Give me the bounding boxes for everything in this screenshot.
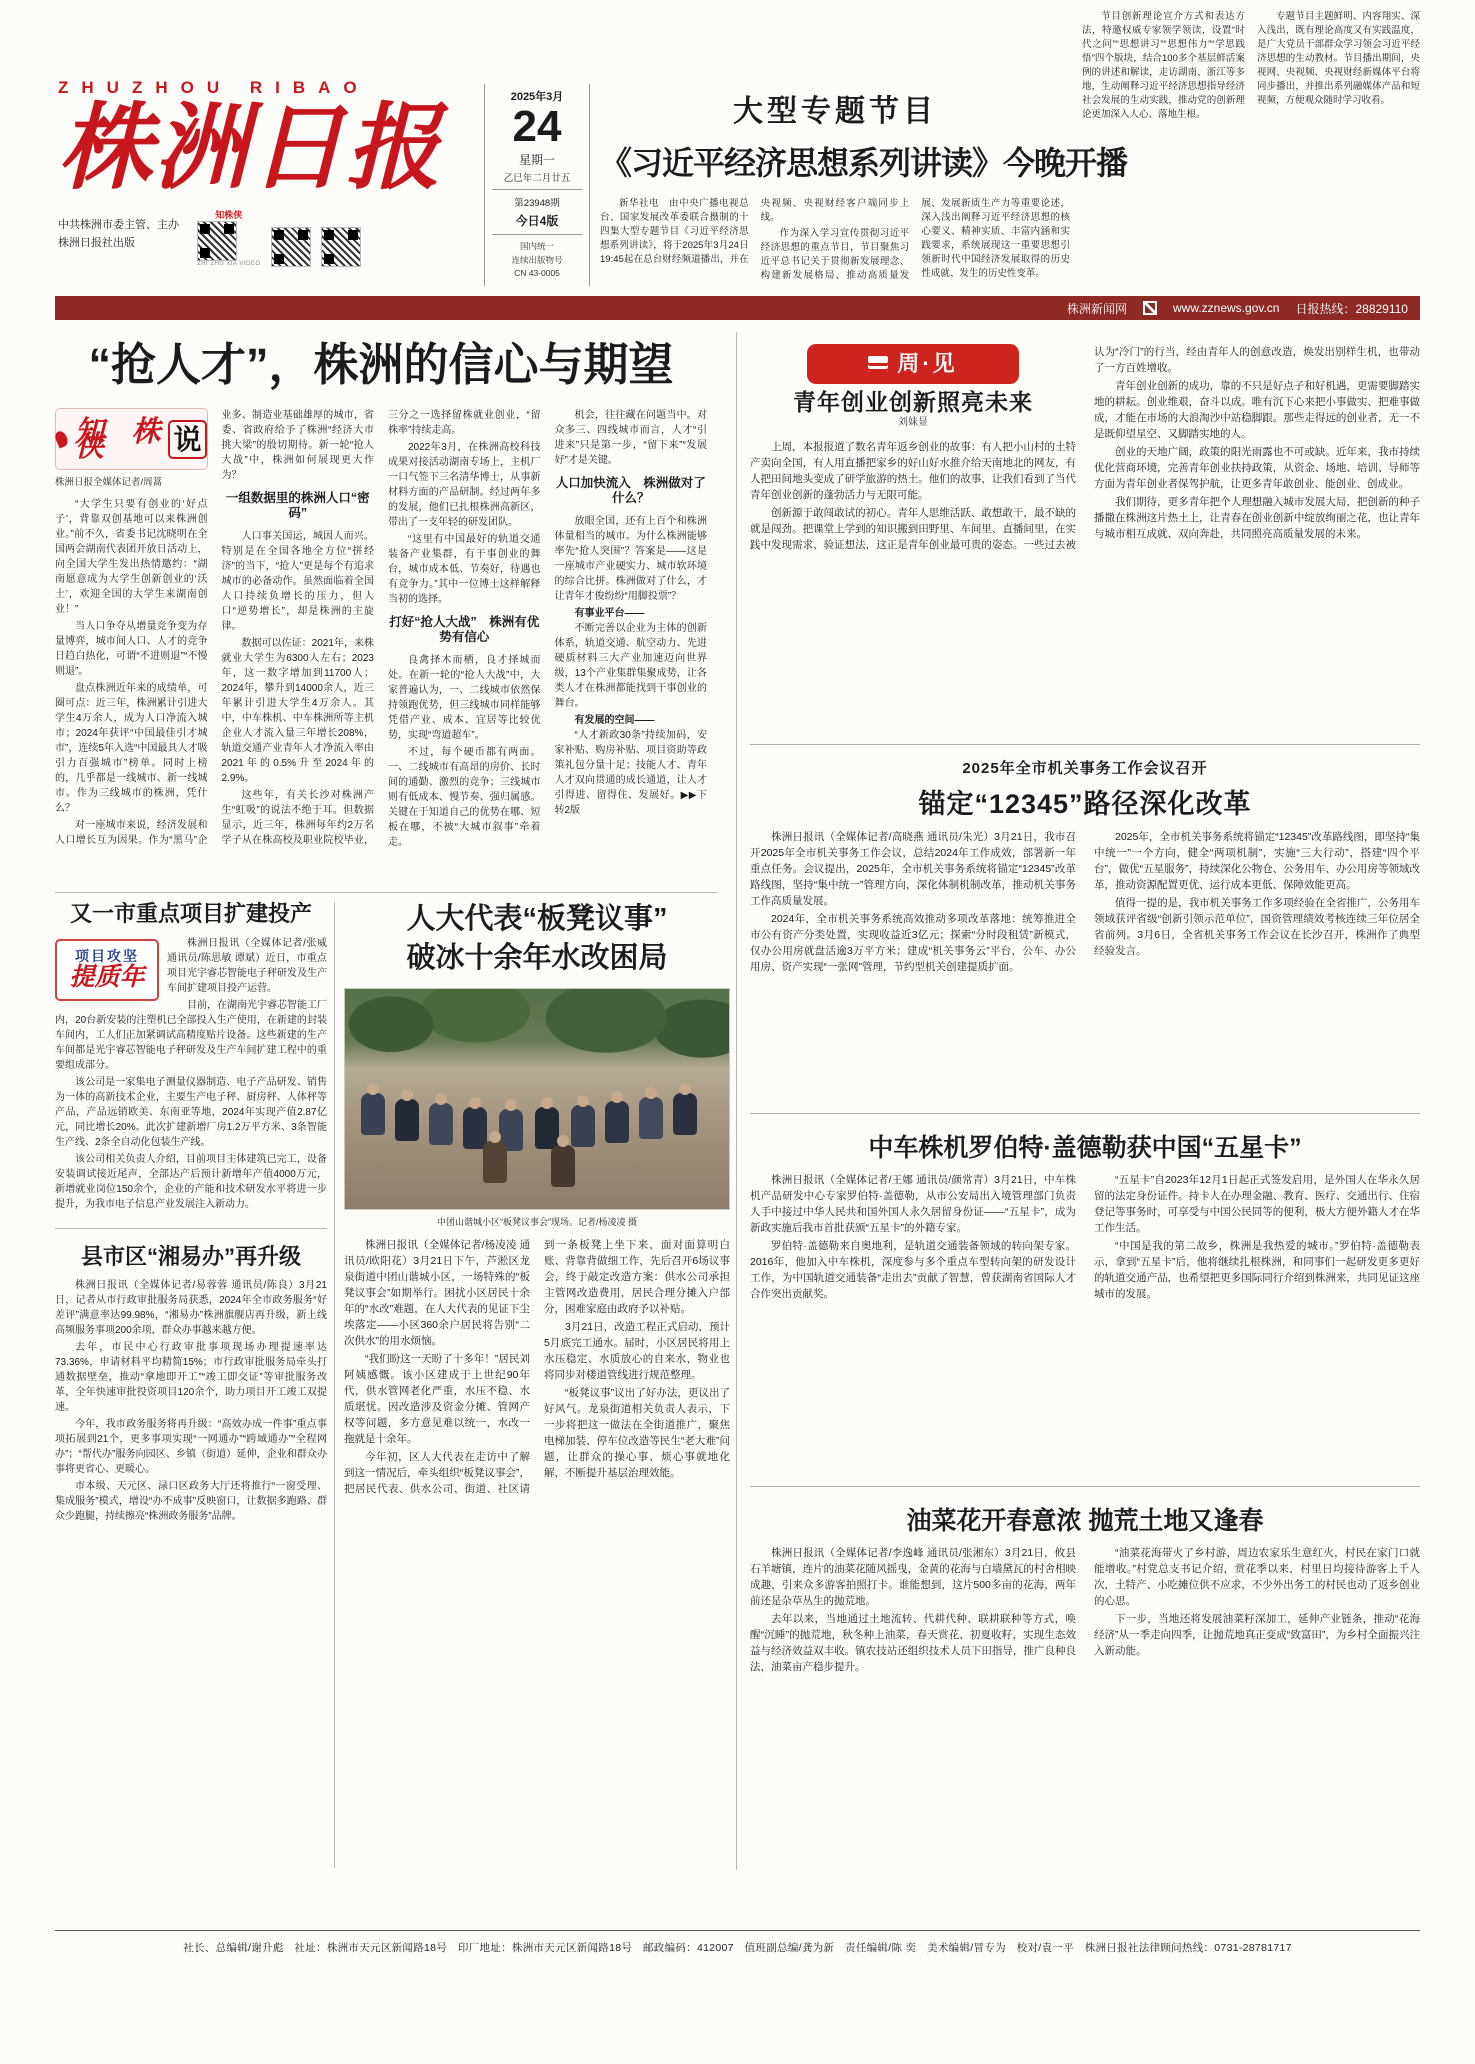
section-weekly-view (750, 330, 1420, 744)
paragraph: 有发展的空间—— (574, 715, 655, 726)
bench-headline (344, 900, 730, 978)
five-star-card-headline: 中车株机罗伯特·盖德勒获中国“五星卡” (868, 1134, 1302, 1162)
date-box (484, 84, 590, 286)
paragraph: 节目创新理论宣介方式和表达方法，特邀权威专家领学领读，设置“时代之问”“思想讲习”“思想伟力”“学思践悟”四个版块，结合100多个基层鲜活案例的讲述和解读，走访湖南、浙江等多地，生动阐释习近平经济思想指导经济社会发展的生动实践，推动党的创新理论更加深入人心、落地生根。 (1082, 11, 1245, 120)
photo-person (535, 1107, 559, 1149)
meeting-headline: 锚定“12345”路径深化改革 (918, 789, 1252, 819)
brand-text: 周·见 (897, 351, 958, 376)
qr-item (271, 227, 311, 267)
paragraph: 不断完善以企业为主体的创新体系，轨道交通、航空动力、先进硬质材料三大产业加速迈向世界级，13个产业集群集聚成势，让各类人才在株洲都能找到干事创业的舞台。 (554, 623, 707, 709)
photo-person (551, 1145, 575, 1187)
qr-code-icon (197, 221, 237, 261)
qr-code-icon (271, 227, 311, 267)
weekly-view-headline: 青年创业创新照亮未来 (793, 389, 1033, 415)
qr-sublabel: ZHI ZHU XIA VIDEO (197, 260, 261, 267)
photo-person (571, 1105, 595, 1147)
paragraph: 盘点株洲近年来的成绩单，可圈可点：近三年，株洲累计引进大学生4万余人，成为人口净流入城市；2024年获评“中国最佳引才城市”，连续5年入选“中国最具人才吸引力百强城市”榜单。同时上榜的，几乎都是一线城市、新一线城市。作为三线城市的株洲，凭什么？ (55, 683, 208, 814)
publisher-line-2: 株洲日报社出版 (58, 237, 135, 250)
paragraph: 该公司是一家集电子测量仪器制造、电子产品研发、销售为一体的高新技术企业，主要生产电子秤、厨房秤、人体秤等产品，产品远销欧美、东南亚等地，2024年实现产值2.87亿元，同比增长20%。此次扩建新增厂房1.2万平方米、3条智能生产线、2条全自动化包装生产线。 (55, 1076, 327, 1148)
paragraph: 这些年，有关长沙对株洲产生“虹吸”的说法不绝于耳。但数据显示，近三年，株洲每年约2万名学子从在株高校及职业院校毕业，三分之一选择留株就业创业，“留株率”持续走高。 (221, 410, 541, 846)
top-story-body-right (1082, 10, 1420, 288)
date-lunar: 乙巳年二月廿五 (503, 173, 571, 185)
main-story-headline: “抢人才”，株洲的信心与期望 (88, 339, 674, 390)
paragraph: 3月21日，改造工程正式启动，预计5月底完工通水。届时，小区居民将用上水压稳定、水质放心的自来水，物业也将同步对楼道管线进行规范整理。 (544, 1321, 730, 1382)
project-campaign-stamp (55, 939, 159, 1001)
site-qr-icon (1143, 301, 1157, 315)
paragraph: 2024年，全市机关事务系统高效推动多项改革落地：统筹推进全市公有资产分类处置，实现收益近3亿元；探索“分时段租赁”新模式，仅办公用房就盘活逾3万平方米；建成“机关事务云”平台，公车、办公用房、资产实现“一张网”管理，节约型机关创建提质扩面。 (750, 913, 1076, 973)
news-photo-bench-meeting (344, 988, 730, 1210)
paragraph: “这里有中国最好的轨道交通装备产业集群，有干事创业的舞台，城市成本低、节奏好，待遇也有竞争力。”其中一位博士这样解释当初的选择。 (388, 534, 541, 605)
photo-person (361, 1093, 385, 1135)
paragraph: 今年初，区人大代表在走访中了解到这一情况后，牵头组织“板凳议事会”，把居民代表、供水公司、街道、社区请到一条板凳上坐下来，面对面算明白账、背靠背做细工作，先后召开6场议事会，终于敲定改造方案：供水公司承担主管网改造费用，居民合理分摊入户部分，困难家庭由政府予以补贴。 (344, 1239, 730, 1496)
paragraph: “大学生只要有创业的‘好点子’，背靠双创基地可以来株洲创业。”前不久，省委书记沈晓明在全国两会湖南代表团开放日活动上，向全国大学生发出热情邀约：“湖南愿意成为大学生创新创业的‘沃土’，欢迎全国的大学生来湖南创业！” (55, 499, 208, 615)
photo-person (429, 1103, 453, 1145)
paragraph: 值得一提的是，我市机关事务工作多项经验在全省推广，公务用车领域获评省级“创新引领示范单位”，国资管理绩效考核连续三年位居全省前列。3月6日，全省机关事务工作会议在长沙召开，株洲作了典型经验发言。 (1094, 897, 1420, 957)
paragraph: “油菜花海带火了乡村游，周边农家乐生意红火，村民在家门口就能增收。”村党总支书记介绍，赏花季以来，村里日均接待游客上千人次，土特产、小吃摊位供不应求，不少外出务工的村民也动了返乡创业的心思。 (1094, 1547, 1420, 1607)
top-story-kicker: 大型专题节目 (733, 95, 937, 128)
right-column (750, 330, 1420, 1875)
byline: 株洲日报全媒体记者/周蒿 (55, 477, 163, 488)
qr-label: 知株侠 (215, 209, 243, 220)
sub-headline: 打好“抢人大战” 株洲有优势有信心 (389, 615, 540, 644)
paragraph: 今年，我市政务服务将再升级：“高效办成一件事”重点事项拓展到21个，更多事项实现“一网通办”“跨域通办”“全程网办”；“帮代办”服务向园区、乡镇（街道）延伸，企业和群众办事将更省心、更暖心。 (55, 1419, 327, 1475)
weekly-view-byline: 刘妹显 (898, 417, 928, 428)
paragraph: 新华社电 由中央广播电视总台、国家发展改革委联合摄制的十四集大型专题节目《习近平经济思想系列讲读》，将于2025年3月24日19:45起在总台财经频道播出，并在央视频、央视财经客户端同步上线。 (600, 198, 910, 265)
photo-person (605, 1101, 629, 1143)
paragraph: 下一步，当地还将发展油菜籽深加工，延伸产业链条，推动“花海经济”从一季走向四季，让抛荒地真正变成“致富田”，为乡村全面振兴注入新动能。 (1094, 1613, 1420, 1657)
paragraph: 2022年3月，在株洲高校科技成果对接活动湖南专场上，主机厂一口气签下三名清华博士，从事新材料方面的产品研制。经过两年多的发展，他们已扎根株洲高新区，带出了一支年轻的研发团队。 (388, 442, 541, 528)
main-story-body (55, 408, 707, 906)
news-site-url: www.zznews.gov.cn (1173, 301, 1280, 315)
bench-headline-line2: 破冰十余年水改困局 (406, 942, 668, 975)
paragraph: 上周，本报报道了数名青年返乡创业的故事：有人把小山村的土特产卖向全国，有人用直播把家乡的好山好水推介给天南地北的网友，有人把田间地头变成了研学旅游的热土。他们的故事，让我们看到了当代青年创业创新的蓬勃活力与无限可能。 (750, 441, 1076, 501)
date-day: 24 (512, 102, 562, 151)
imprint-footer: 社长、总编辑/谢升彪 社址：株洲市天元区新闻路18号 印厂地址：株洲市天元区新闻路18号 邮政编码：412007 值班副总编/龚为新 责任编辑/陈 奕 美术编辑/冒专为 校对/袁一平 株洲日报社法律顾问热线：0731-28781717 (55, 1930, 1420, 1955)
paragraph: 株洲日报讯（全媒体记者/高晓燕 通讯员/朱光）3月21日，我市召开2025年全市机关事务工作会议，总结2024年工作成效，部署新一年重点任务。会议提出，2025年，全市机关事务系统将锚定“12345”改革路线图，坚持“集中统一”管理方向，深化体制机制改革，推动机关事务工作高质量发展。 (750, 831, 1076, 907)
paragraph: “我们盼这一天盼了十多年！”居民刘阿姨感慨。该小区建成于上世纪90年代，供水管网老化严重，水压不稳、水质堪忧。因改造涉及资金分摊、管网产权等问题，多方意见难以统一，水改一拖就是十余年。 (344, 1353, 530, 1446)
top-story-body (600, 197, 1070, 299)
paragraph: 不过，每个硬币都有两面。一、二线城市有高昂的房价、长时间的通勤、激烈的竞争；三线城市则有低成本、慢节奏、强归属感。关键在于知道自己的优势在哪、短板在哪，不被“大城市叙事”牵着走。 (388, 747, 541, 848)
vertical-rule (334, 902, 335, 1868)
paragraph: 2025年，全市机关事务系统将锚定“12345”改革路线图，即坚持“集中统一”一个方向，健全“两项机制”，实施“三大行动”，搭建“四个平台”，做优“五星服务”，持续深化公物仓、公务用车、办公用房等领域改革，推动资源配置更优、运行成本更低、保障效能更高。 (1094, 831, 1420, 891)
paragraph: 创业的天地广阔，政策的阳光雨露也不可或缺。近年来，我市持续优化营商环境，完善青年创业扶持政策，从资金、场地、培训、导师等方面为青年创业者保驾护航，让更多青年敢创业、能创业、创成业。 (1094, 446, 1420, 490)
paragraph: 株洲日报讯（全媒体记者/易蓉蓉 通讯员/陈良）3月21日，记者从市行政审批服务局获悉，2024年全市政务服务“好差评”满意率达99.98%，“湘易办”株洲旗舰店再升级，新上线高频服务事项200余项，群众办事越来越方便。 (55, 1280, 327, 1336)
paragraph: 株洲日报讯（全媒体记者/王娜 通讯员/颜常青）3月21日，中车株机产品研发中心专家罗伯特·盖德勒，从市公安局出入境管理部门负责人手中接过中华人民共和国外国人永久居留身份证——“五星卡”，成为新政实施后我市首批获颁“五星卡”的外籍专家。 (750, 1174, 1076, 1234)
paragraph: “五星卡”自2023年12月1日起正式签发启用，是外国人在华永久居留的法定身份证件。持卡人在办理金融、教育、医疗、交通出行、住宿登记等事务时，可享受与中国公民同等的便利，极大方便外籍人才在华工作生活。 (1094, 1174, 1420, 1234)
paragraph: 青年创业创新的成功，靠的不只是好点子和好机遇，更需要脚踏实地的耕耘。创业维艰，奋斗以成。唯有沉下心来把小事做实、把难事做成，才能在市场的大浪淘沙中站稳脚跟。那些走得远的创业者，无一不是既仰望星空、又脚踏实地的人。 (1094, 380, 1420, 440)
section-xiangyiban-upgrade (55, 1228, 327, 1525)
weekly-view-brand (807, 344, 1019, 384)
stamp-text-top: 项目攻坚 (75, 947, 139, 964)
publication-number: CN 43-0005 (514, 268, 560, 279)
publisher-line-1: 中共株洲市委主管、主办 (58, 218, 179, 231)
paragraph: 市本级、天元区、渌口区政务大厅还将推行“一窗受理、集成服务”模式，增设“办不成事”反映窗口，让数据多跑路、群众少跑腿，持续擦亮“株洲政务服务”品牌。 (55, 1481, 327, 1522)
qr-item (197, 208, 261, 267)
sub-headline: 一组数据里的株洲人口“密码” (225, 491, 370, 520)
meeting-kicker: 2025年全市机关事务工作会议召开 (962, 760, 1208, 777)
photo-person (673, 1093, 697, 1135)
paragraph: 机会，往往藏在问题当中。对众多三、四线城市而言，人才“引进来”只是第一步，“留下来”“发展好”才是关键。 (554, 410, 707, 466)
masthead-info-bar (55, 296, 1420, 320)
bench-body (344, 1237, 730, 1849)
xiangyiban-headline: 县市区“湘易办”再升级 (80, 1243, 301, 1269)
section-affairs-meeting (750, 744, 1420, 1113)
hotline: 日报热线：28829110 (1295, 301, 1408, 316)
paragraph: 作为深入学习宣传贯彻习近平经济思想的重点节目，节目聚焦习近平总书记关于贯彻新发展理念、构建新发展格局、推动高质量发展、发展新质生产力等重要论述，深入浅出阐释习近平经济思想的核心要义、精神实质、丰富内涵和实践要求，系统展现这一重要思想引领新时代中国经济发展取得的历史性成就、发生的历史性变革。 (760, 198, 1070, 281)
paragraph: 该公司相关负责人介绍，目前项目主体建筑已完工，设备安装调试接近尾声，全部达产后预计新增年产值4000万元，新增就业岗位150余个，企业的产能和技术研发水平将进一步提升，为我市电子信息产业发展注入新动力。 (55, 1153, 327, 1210)
top-story-headline: 《习近平经济思想系列讲读》今晚开播 (600, 145, 1128, 181)
paragraph: 目前，在湖南光宇睿芯智能工厂内，20台新安装的注塑机已全部投入生产使用，在新建的封装车间内，工人们正加紧调试高精度贴片设备。这些新建的生产车间都是光宇睿芯智能电子秤研发及生产车间扩建工程中的重要组成部分。 (55, 999, 327, 1071)
paragraph: 专题节目主题鲜明、内容翔实、深入浅出，既有理论高度又有实践温度，是广大党员干部群众学习领会习近平经济思想的生动教材。节目播出期间，央视网、央视频、央视财经新媒体平台将同步播出，并推出系列融媒体产品和短视频，方便观众随时学习收看。 (1257, 11, 1420, 106)
masthead (58, 78, 478, 267)
column-logo-suffix: 说 (168, 420, 206, 459)
qr-item (321, 227, 361, 267)
masthead-subrow (58, 208, 478, 267)
top-story (600, 86, 1128, 299)
paragraph: 对一座城市来说，经济发展和人口增长互为因果。作为“黑马”企业多、制造业基础雄厚的城市，省委、省政府给予了株洲“经济大市挑大梁”的殷切期待。新一轮“抢人大战”中，株洲如何展现更大作为？ (55, 410, 374, 846)
weekly-view-body (750, 344, 1420, 732)
meeting-body (750, 829, 1420, 1101)
section-project-expansion (55, 900, 327, 1212)
date-year-month: 2025年3月 (510, 91, 564, 103)
paragraph: 去年以来，当地通过土地流转、代耕代种、联耕联种等方式，唤醒“沉睡”的抛荒地，秋冬种上油菜，春天赏花、初夏收籽，实现生态效益与经济效益双丰收。镇农技站还组织技术人员下田指导，推广良种良法，油菜亩产稳步提升。 (750, 1613, 1076, 1673)
sub-headline: 人口加快流入 株洲做对了什么？ (555, 476, 706, 505)
paragraph: 我们期待，更多青年把个人理想融入城市发展大局，把创新的种子播撒在株洲这片热土上，让青春在创业创新中绽放绚丽之花，也让青年与城市相互成就、双向奔赴，共同照亮高质量发展的未来。 (1094, 496, 1420, 540)
paragraph: 株洲日报讯（全媒体记者/杨凌凌 通讯员/欧阳花）3月21日下午，芦淞区龙泉街道中团山谐城小区，一场特殊的“板凳议事会”如期举行。困扰小区居民十余年的“水改”难题，在人大代表的见证下尘埃落定——小区360余户居民将告别“二次供水”的用水烦恼。 (344, 1239, 530, 1348)
project-headline: 又一市重点项目扩建投产 (69, 901, 312, 926)
news-site-name: 株洲新闻网 (1066, 301, 1127, 316)
five-star-card-body (750, 1172, 1420, 1474)
stamp-text-bottom: 提质年 (69, 961, 145, 991)
publication-number-label-2: 连续出版物号 (511, 255, 563, 266)
notebook-icon (868, 356, 888, 372)
paragraph: 去年，市民中心行政审批事项现场办理提速率达73.36%，申请材料平均精简15%；市行政审批服务局牵头打通数据壁垒，推动“拿地即开工”“竣工即交证”等审批服务改革，全年快速审批投资项目120余个，助力项目开工竣工双提速。 (55, 1342, 327, 1413)
photo-caption: 中团山谐城小区“板凳议事会”现场。记者/杨凌凌 摄 (437, 1217, 637, 1228)
masthead-english-title: ZHUZHOU RIBAO (58, 78, 370, 97)
paragraph: 放眼全国，还有上百个和株洲体量相当的城市。为什么株洲能够率先“抢人突围”？答案是——这是一座城市产业硬实力、城市软环境的综合比拼。株洲做对了什么，才让青年才俊纷纷“用脚投票”？ (554, 516, 707, 602)
paragraph: 良禽择木而栖，良才择城而处。在新一轮的“抢人大战”中，大家普遍认为，一、二线城市依然保持领跑优势，但三线城市同样能够凭借产业、成本、宜居等比较优势，实现“弯道超车”。 (388, 655, 541, 741)
paragraph: 株洲日报讯（全媒体记者/张威 通讯员/陈思敏 谭斌）近日，市重点项目光宇睿芯智能电子秤研发及生产车间扩建项目投产运营。 (167, 937, 327, 994)
xiangyiban-body (55, 1278, 327, 1524)
paragraph: 数据可以佐证：2021年，来株就业大学生为6300人左右；2023年，这一数字增加到11700人；2024年，攀升到14000余人，近三年累计引进大学生4万余人。其中，中车株机、中车株洲所等主机企业人才流入量三年增长208%，轨道交通产业青年人才净流入率由2021年的0.5%升至2024年的2.9%。 (221, 638, 374, 784)
paragraph: 人口事关国运，城因人而兴。特别是在全国各地全方位“拼经济”的当下，“抢人”更是每个有追求城市的必备动作。虽然面临着全国人口持续负增长的压力，但人口“逆势增长”，却是株洲的主旋律。 (221, 531, 374, 632)
date-weekday: 星期一 (518, 153, 555, 168)
section-five-star-card (750, 1113, 1420, 1486)
vertical-rule (736, 332, 737, 1870)
divider (492, 234, 582, 235)
rapeseed-body (750, 1545, 1420, 1863)
photo-person (395, 1099, 419, 1141)
rapeseed-headline: 油菜花开春意浓 抛荒土地又逢春 (906, 1507, 1264, 1535)
bench-headline-line1: 人大代表“板凳议事” (406, 903, 668, 935)
newspaper-title: 株洲日报 (58, 93, 443, 203)
paragraph: “人才新政30条”持续加码，安家补贴、购房补贴、项目资助等政策礼包分量十足；技能人才、青年人才双向贯通的成长通道，让人才引得进、留得住、发展好。▶▶下转2版 (554, 730, 707, 816)
paragraph: 当人口争夺从增量竞争变为存量博弈，城市间人口、人才的竞争日趋白热化，可谓“不进则退”“不慢则退”。 (55, 621, 208, 677)
qr-code-group (197, 208, 361, 267)
zhizhuxia-column-logo (55, 408, 208, 470)
flame-icon (55, 429, 70, 448)
paragraph: “板凳议事”议出了好办法，更议出了好风气。龙泉街道相关负责人表示，下一步将把这一做法在全街道推广，聚焦电梯加装、停车位改造等民生“老大难”问题，让群众的操心事、烦心事就地化解，不断提升基层治理效能。 (544, 1387, 730, 1480)
pages-today: 今日4版 (515, 214, 559, 229)
paragraph: 株洲日报讯（全媒体记者/李逸峰 通讯员/张湘东）3月21日，攸县石羊塘镇，连片的油菜花随风摇曳，金黄的花海与白墙黛瓦的村舍相映成趣，引来众多游客拍照打卡。谁能想到，这片500多亩的花海，两年前还是杂草丛生的抛荒地。 (750, 1547, 1076, 1607)
main-story (55, 328, 707, 906)
horizontal-rule (55, 892, 717, 893)
issue-number: 第23948期 (514, 198, 560, 210)
photo-person (639, 1097, 663, 1139)
paragraph: 有事业平台—— (574, 608, 645, 619)
bottom-left-column (55, 900, 327, 1526)
paragraph: 创新源于敢闯敢试的初心。青年人思维活跃、敢想敢干，最不缺的就是闯劲。把课堂上学到的知识搬到田野里、车间里、直播间里，在实践中发现需求、验证想法，这正是青年创业最可贵的姿态。一些过去被认为“冷门”的行当，经由青年人的创意改造，焕发出别样生机，也带动了一方百姓增收。 (750, 346, 1420, 551)
section-bench-meeting (344, 900, 730, 1849)
photo-person (483, 1141, 507, 1183)
photo-person (463, 1107, 487, 1149)
qr-code-icon (321, 227, 361, 267)
paragraph: “中国是我的第二故乡，株洲是我热爱的城市。”罗伯特·盖德勒表示，拿到“五星卡”后，他将继续扎根株洲，和同事们一起研发更多更好的轨道交通产品，也希望把更多国际同行介绍到株洲来，共同见证这座城市的发展。 (1094, 1240, 1420, 1300)
paragraph: 罗伯特·盖德勒来自奥地利，是轨道交通装备领域的转向架专家。2016年，他加入中车株机，深度参与多个重点车型转向架的研发设计工作，为中国轨道交通装备“走出去”贡献了智慧，曾获湖南省国际人才合作突出贡献奖。 (750, 1240, 1076, 1300)
weekly-view-header (750, 344, 1076, 431)
section-rapeseed-spring (750, 1486, 1420, 1875)
divider (492, 189, 582, 190)
column-logo-text: 知株侠 (74, 414, 161, 463)
publisher-info (58, 208, 179, 253)
publication-number-label-1: 国内统一 (519, 241, 554, 252)
project-body (55, 936, 327, 1212)
